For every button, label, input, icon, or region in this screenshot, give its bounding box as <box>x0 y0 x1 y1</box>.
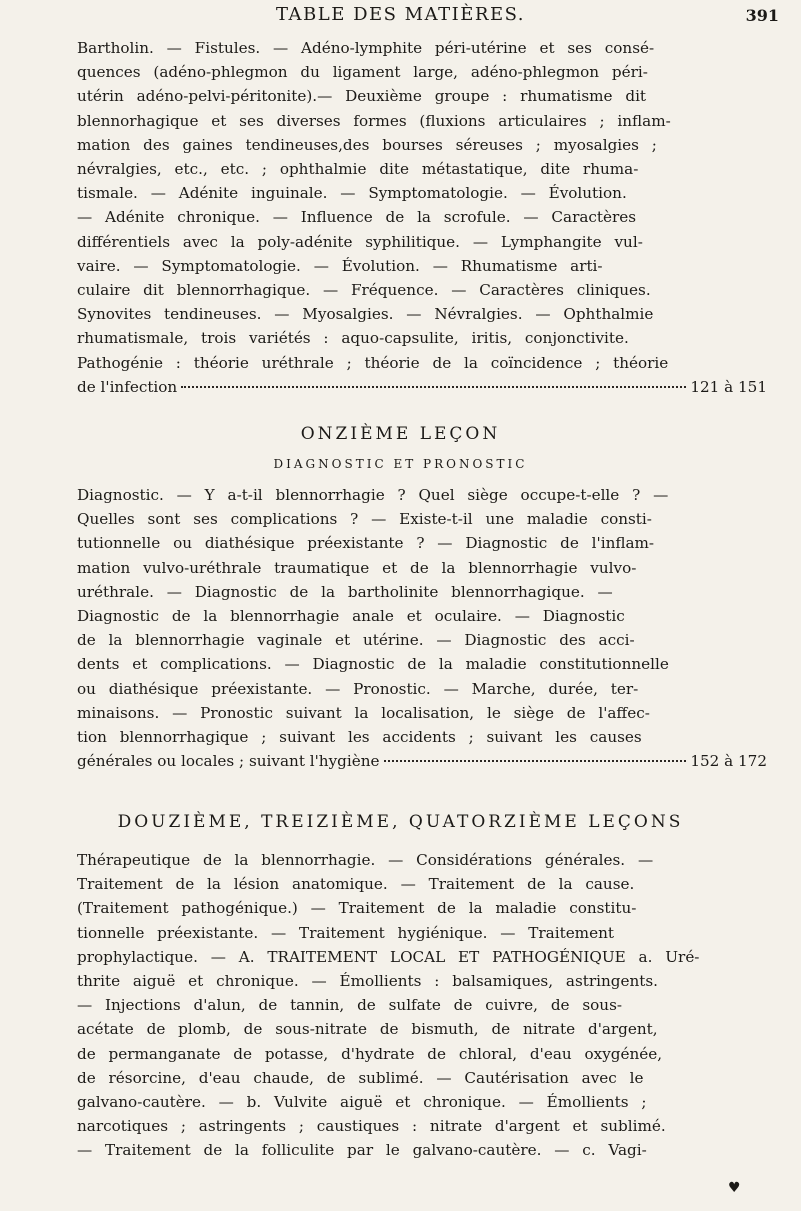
text-line: de résorcine, d'eau chaude, de sublimé. — Cautérisation avec le <box>77 1068 644 1087</box>
text-line: — Injections d'alun, de tannin, de sulfate de cuivre, de sous- <box>77 996 622 1015</box>
text-line: mation des gaines tendineuses,des bourses séreuses ; myosalgies ; <box>77 135 657 154</box>
dot-leader <box>384 760 687 762</box>
toc-page-range: 121 à 151 <box>690 377 767 396</box>
text-line: narcotiques ; astringents ; caustiques : nitrate d'argent et sublimé. <box>77 1117 666 1136</box>
text-line: Thérapeutique de la blennorrhagie. — Considérations générales. — <box>77 851 654 869</box>
text-line: — Adénite chronique. — Influence de la scrofule. — Caractères <box>77 208 637 227</box>
lecture-heading: ONZIÈME LEÇON <box>300 424 501 444</box>
text-line: minaisons. — Pronostic suivant la localisation, le siège de l'affec- <box>77 703 650 722</box>
text-line: vaire. — Symptomatologie. — Évolution. — Rhumatisme arti- <box>77 256 603 275</box>
text-line: de permanganate de potasse, d'hydrate de chloral, d'eau oxygénée, <box>77 1044 663 1063</box>
text-line: tion blennorrhagique ; suivant les accidents ; suivant les causes <box>77 728 642 747</box>
text-line: Synovites tendineuses. — Myosalgies. — Névralgies. — Ophthalmie <box>77 305 654 324</box>
toc-page-range: 152 à 172 <box>690 752 767 771</box>
lecture-summary <box>77 483 767 773</box>
text-line: thrite aiguë et chronique. — Émollients : balsamiques, astringents. <box>77 972 658 991</box>
section-continuation <box>77 36 767 399</box>
toc-entry-text: générales ou locales ; suivant l'hygiène <box>77 752 380 771</box>
running-header: TABLE DES MATIÈRES. <box>276 4 525 25</box>
text-line: Diagnostic. — Y a-t-il blennorrhagie ? Quel siège occupe-t-elle ? — <box>77 486 669 504</box>
text-line: Diagnostic de la blennorrhagie anale et oculaire. — Diagnostic <box>77 607 625 626</box>
text-line: tionnelle préexistante. — Traitement hygiénique. — Traitement <box>77 923 614 942</box>
toc-entry-last-line <box>77 749 767 773</box>
text-line: — Traitement de la folliculite par le galvano-cautère. — c. Vagi- <box>77 1141 647 1160</box>
toc-entry-last-line <box>77 375 767 399</box>
lecture-subheading: DIAGNOSTIC ET PRONOSTIC <box>273 457 528 471</box>
dot-leader <box>181 386 686 388</box>
printer-mark: ♥ <box>728 1180 741 1196</box>
text-line: quences (adéno-phlegmon du ligament large, adéno-phlegmon péri- <box>77 63 648 82</box>
text-line: Pathogénie : théorie uréthrale ; théorie de la coïncidence ; théorie <box>77 353 669 372</box>
text-line: tismale. — Adénite inguinale. — Symptomatologie. — Évolution. <box>77 184 627 203</box>
text-line: Bartholin. — Fistules. — Adéno-lymphite péri-utérine et ses consé- <box>77 39 655 57</box>
text-line: de la blennorrhagie vaginale et utérine. — Diagnostic des acci- <box>77 631 635 650</box>
lecture-heading: DOUZIÈME, TREIZIÈME, QUATORZIÈME LEÇONS <box>117 812 684 832</box>
text-line: utérin adéno-pelvi-péritonite).— Deuxième groupe : rhumatisme dit <box>77 87 647 106</box>
text-line: Quelles sont ses complications ? — Existe-t-il une maladie consti- <box>77 510 652 529</box>
text-line: mation vulvo-uréthrale traumatique et de la blennorrhagie vulvo- <box>77 558 637 577</box>
text-line: galvano-cautère. — b. Vulvite aiguë et chronique. — Émollients ; <box>77 1093 647 1112</box>
text-line: différentiels avec la poly-adénite syphilitique. — Lymphangite vul- <box>77 232 643 251</box>
lecture-summary <box>77 848 767 1163</box>
text-line: uréthrale. — Diagnostic de la bartholinite blennorrhagique. — <box>77 582 613 601</box>
text-line: Traitement de la lésion anatomique. — Traitement de la cause. <box>77 875 635 894</box>
text-line: culaire dit blennorrhagique. — Fréquence. — Caractères cliniques. <box>77 281 651 300</box>
text-line: dents et complications. — Diagnostic de la maladie constitutionnelle <box>77 655 669 674</box>
text-line: rhumatismale, trois variétés : aquo-capsulite, iritis, conjonctivite. <box>77 329 629 348</box>
text-line: blennorhagique et ses diverses formes (fluxions articulaires ; inflam- <box>77 111 671 130</box>
text-line: acétate de plomb, de sous-nitrate de bismuth, de nitrate d'argent, <box>77 1020 658 1039</box>
text-line: prophylactique. — A. TRAITEMENT LOCAL ET PATHOGÉNIQUE a. Uré- <box>77 947 700 966</box>
text-line: ou diathésique préexistante. — Pronostic. — Marche, durée, ter- <box>77 679 639 698</box>
toc-entry-text: de l'infection <box>77 377 178 396</box>
text-line: tutionnelle ou diathésique préexistante ? — Diagnostic de l'inflam- <box>77 534 655 553</box>
text-line: névralgies, etc., etc. ; ophthalmie dite métastatique, dite rhuma- <box>77 160 639 179</box>
page-number: 391 <box>745 6 779 25</box>
text-line: (Traitement pathogénique.) — Traitement de la maladie constitu- <box>77 899 637 918</box>
